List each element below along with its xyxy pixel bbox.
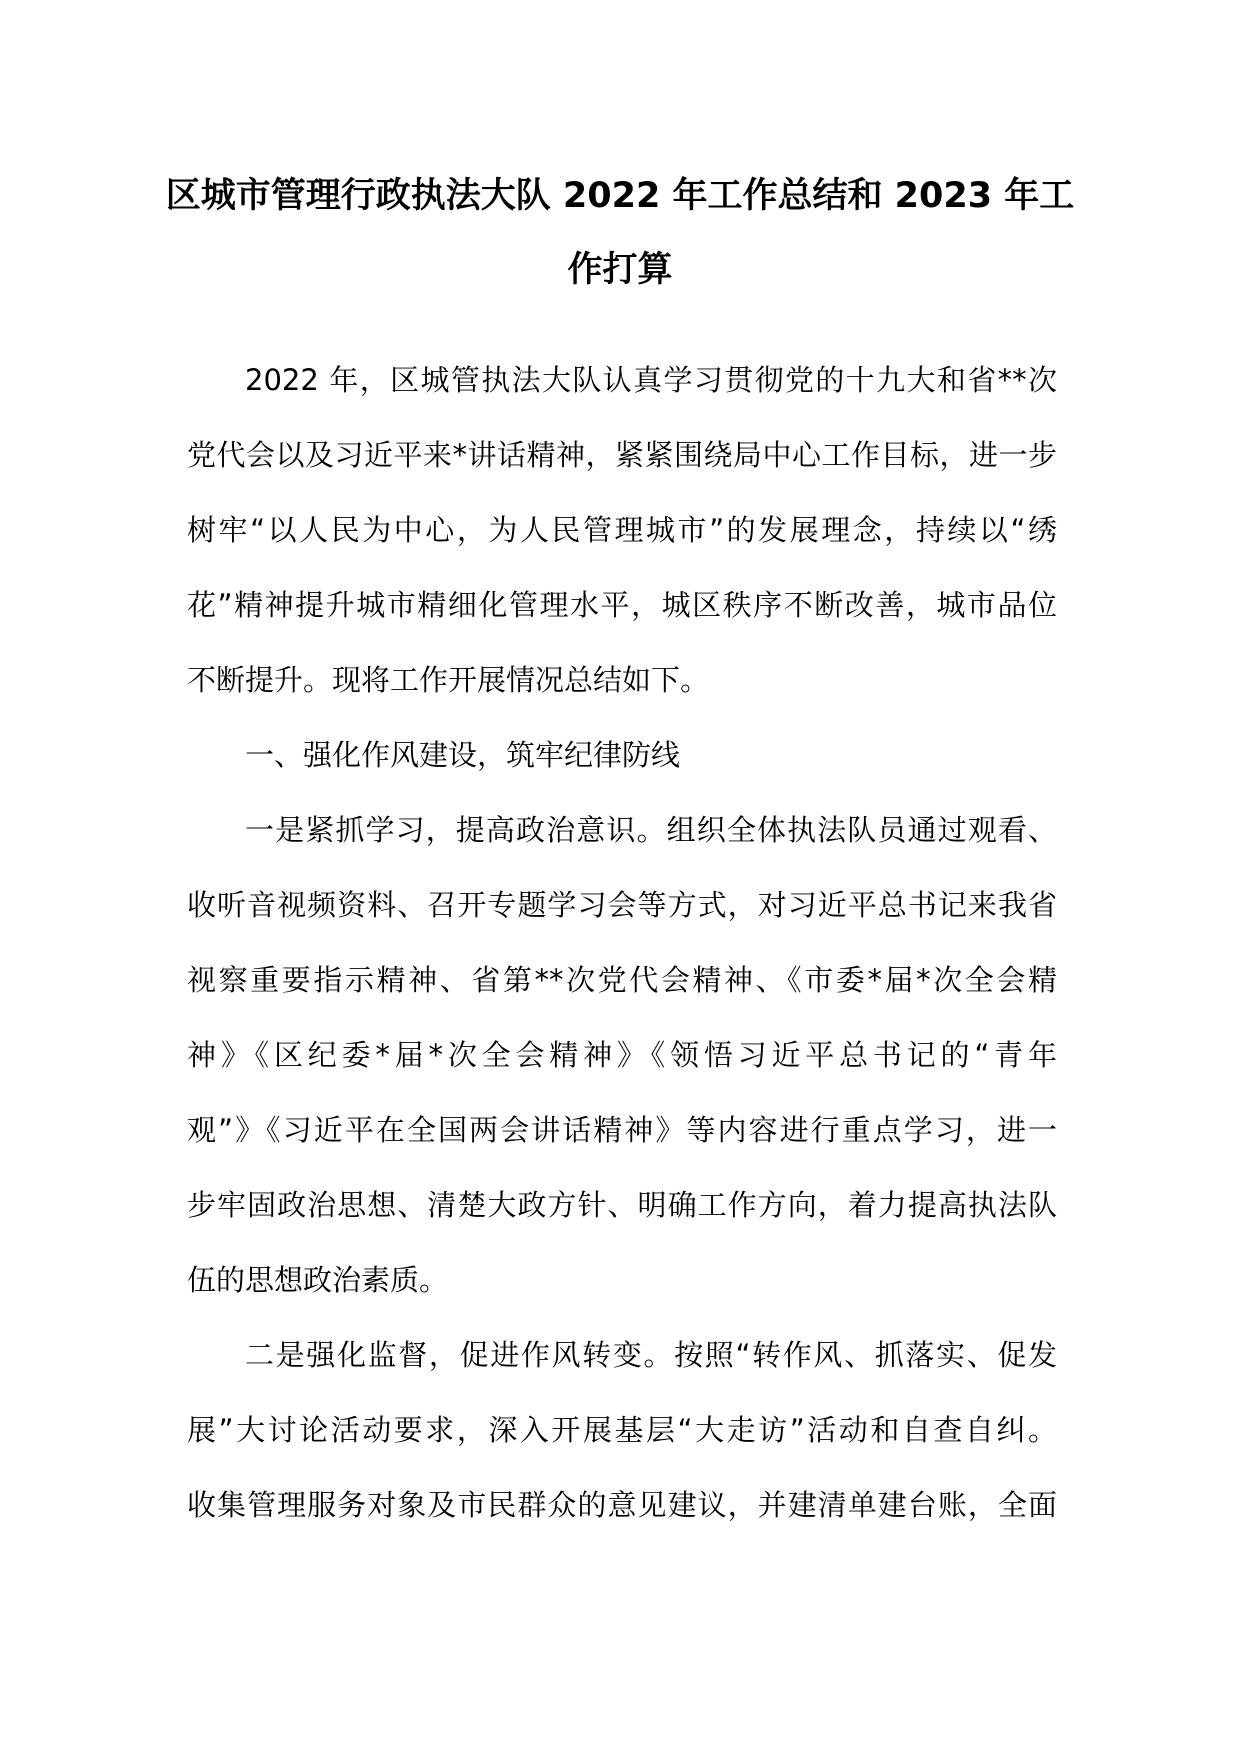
body-line: 2022 年，区城管执法大队认真学习贯彻党的十九大和省**次	[245, 363, 1057, 397]
body-line: 步牢固政治思想、清楚大政方针、明确工作方向，着力提高执法队	[187, 1188, 1057, 1222]
body-line: 视察重要指示精神、省第**次党代会精神、《市委*届*次全会精	[187, 963, 1057, 997]
body-line: 党代会以及习近平来*讲话精神，紧紧围绕局中心工作目标，进一步	[187, 438, 1057, 472]
document-title-line-2: 作打算	[567, 250, 673, 290]
body-line: 展”大讨论活动要求，深入开展基层“大走访”活动和自查自纠。	[187, 1413, 1057, 1447]
body-line: 一是紧抓学习，提高政治意识。组织全体执法队员通过观看、	[245, 813, 1057, 847]
body-line: 观”》《习近平在全国两会讲话精神》等内容进行重点学习，进一	[187, 1113, 1057, 1147]
body-line: 收集管理服务对象及市民群众的意见建议，并建清单建台账，全面	[187, 1488, 1057, 1522]
body-line: 收听音视频资料、召开专题学习会等方式，对习近平总书记来我省	[187, 888, 1057, 922]
document-body	[187, 343, 1057, 1543]
document-title-line-1: 区城市管理行政执法大队 2022 年工作总结和 2023 年工	[165, 176, 1075, 216]
body-line: 不断提升。现将工作开展情况总结如下。	[187, 663, 710, 697]
body-line: 一、强化作风建设，筑牢纪律防线	[245, 738, 681, 772]
body-line: 树牢“以人民为中心，为人民管理城市”的发展理念，持续以“绣	[187, 513, 1057, 547]
body-line: 伍的思想政治素质。	[187, 1263, 449, 1297]
body-line: 二是强化监督，促进作风转变。按照“转作风、抓落实、促发	[245, 1338, 1057, 1372]
body-line: 花”精神提升城市精细化管理水平，城区秩序不断改善，城市品位	[187, 588, 1057, 622]
body-line: 神》《区纪委*届*次全会精神》《领悟习近平总书记的“青年	[187, 1038, 1057, 1072]
